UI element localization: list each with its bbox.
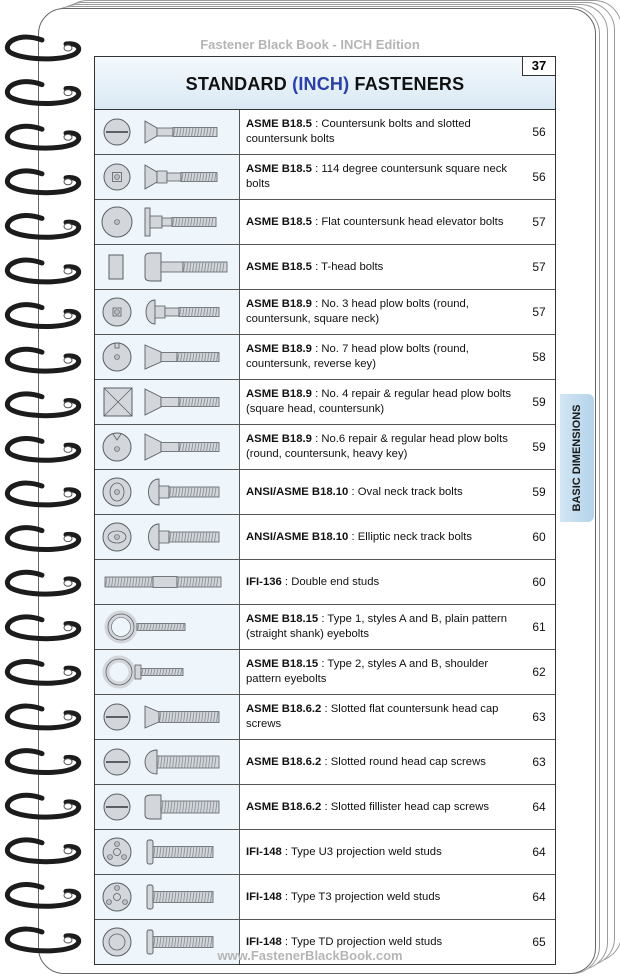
- table-row[interactable]: [95, 110, 555, 155]
- standard-code: ASME B18.15: [246, 658, 319, 670]
- standard-code: ASME B18.9: [246, 388, 312, 400]
- table-row[interactable]: [95, 200, 555, 245]
- page-reference[interactable]: 56: [532, 125, 546, 139]
- row-description: [240, 605, 523, 649]
- slotted-round-cap-screw-icon: [95, 740, 240, 784]
- table-row[interactable]: [95, 425, 555, 470]
- table-row[interactable]: [95, 560, 555, 605]
- standard-code: ASME B18.6.2: [246, 800, 322, 813]
- book-footer: www.FastenerBlackBook.com: [217, 948, 403, 963]
- page-reference[interactable]: 60: [532, 530, 546, 544]
- page-reference[interactable]: 63: [532, 710, 546, 724]
- description-text: : Type 2, styles A and B, shoulder pattern eyebolts: [246, 658, 489, 685]
- row-description: [240, 650, 523, 694]
- elevator-bolt-icon: [95, 200, 240, 244]
- standard-code: ASME B18.5: [246, 260, 312, 273]
- standard-code: ASME B18.5: [246, 163, 312, 175]
- page-reference[interactable]: 57: [532, 215, 546, 229]
- page-reference[interactable]: 62: [532, 665, 546, 679]
- standard-code: ASME B18.9: [246, 343, 312, 355]
- page-reference[interactable]: 61: [532, 620, 546, 634]
- row-description: [240, 335, 523, 379]
- description-text: : 114 degree countersunk square neck bolts: [246, 163, 508, 190]
- description-text: : Elliptic neck track bolts: [348, 530, 473, 543]
- standard-code: IFI-136: [246, 575, 282, 588]
- standard-code: ASME B18.9: [246, 298, 312, 310]
- row-description: [240, 740, 523, 784]
- row-description: [240, 830, 523, 874]
- description-text: : Type TD projection weld studs: [281, 935, 443, 948]
- description-text: : Slotted fillister head cap screws: [321, 800, 490, 813]
- page-reference[interactable]: 59: [532, 395, 546, 409]
- table-row[interactable]: [95, 515, 555, 560]
- standard-code: ASME B18.6.2: [246, 703, 322, 715]
- page-reference[interactable]: 57: [532, 260, 546, 274]
- page-reference[interactable]: 57: [532, 305, 546, 319]
- description-text: : Slotted round head cap screws: [321, 755, 486, 768]
- weld-stud-u3-icon: [95, 830, 240, 874]
- plow-bolt-no4-icon: [95, 380, 240, 424]
- row-description: [240, 200, 523, 244]
- description-text: : No. 3 head plow bolts (round, countersunk, square neck): [246, 298, 469, 325]
- section-tab[interactable]: [560, 394, 594, 522]
- title-bar: [94, 56, 556, 110]
- table-row[interactable]: [95, 785, 555, 830]
- fastener-table: [94, 110, 556, 965]
- row-description: [240, 245, 523, 289]
- row-description: [240, 380, 523, 424]
- eyebolt-plain-icon: [95, 605, 240, 649]
- table-row[interactable]: [95, 470, 555, 515]
- table-row[interactable]: [95, 830, 555, 875]
- table-row[interactable]: [95, 740, 555, 785]
- standard-code: ANSI/ASME B18.10: [246, 530, 349, 543]
- description-text: : Oval neck track bolts: [348, 485, 463, 498]
- standard-code: ASME B18.9: [246, 433, 312, 445]
- standard-code: ASME B18.5: [246, 118, 312, 130]
- countersunk-square-neck-bolt-icon: [95, 155, 240, 199]
- page-reference[interactable]: 65: [532, 935, 546, 949]
- table-row[interactable]: [95, 650, 555, 695]
- standard-code: ASME B18.6.2: [246, 755, 322, 768]
- row-description: [240, 785, 523, 829]
- row-description: [240, 515, 523, 559]
- standard-code: IFI-148: [246, 890, 282, 903]
- description-text: : Type T3 projection weld studs: [281, 890, 441, 903]
- table-row[interactable]: [95, 605, 555, 650]
- page-reference[interactable]: 58: [532, 350, 546, 364]
- description-text: : Double end studs: [281, 575, 380, 588]
- page-number: 37: [522, 56, 556, 76]
- table-row[interactable]: [95, 245, 555, 290]
- page-reference[interactable]: 59: [532, 485, 546, 499]
- standard-code: IFI-148: [246, 845, 282, 858]
- table-row[interactable]: [95, 875, 555, 920]
- description-text: : Slotted flat countersunk head cap screws: [246, 703, 499, 730]
- elliptic-neck-track-bolt-icon: [95, 515, 240, 559]
- standard-code: IFI-148: [246, 935, 282, 948]
- row-description: [240, 875, 523, 919]
- title-accent: (INCH): [292, 74, 350, 94]
- book-header: Fastener Black Book - INCH Edition: [200, 37, 420, 52]
- row-description: [240, 290, 523, 334]
- table-row[interactable]: [95, 695, 555, 740]
- description-text: : Countersunk bolts and slotted countersunk bolts: [246, 118, 471, 145]
- oval-neck-track-bolt-icon: [95, 470, 240, 514]
- description-text: : No.6 repair & regular head plow bolts (round, countersunk, heavy key): [246, 433, 508, 460]
- description-text: : No. 4 repair & regular head plow bolts (square head, countersunk): [246, 388, 511, 415]
- page-reference[interactable]: 56: [532, 170, 546, 184]
- standard-code: ASME B18.5: [246, 215, 312, 228]
- table-row[interactable]: [95, 335, 555, 380]
- page-reference[interactable]: 59: [532, 440, 546, 454]
- description-text: : Flat countersunk head elevator bolts: [311, 215, 504, 228]
- section-tab-label: BASIC DIMENSIONS: [571, 404, 583, 512]
- t-head-bolt-icon: [95, 245, 240, 289]
- standard-code: ASME B18.15: [246, 613, 319, 625]
- page-reference[interactable]: 60: [532, 575, 546, 589]
- table-row[interactable]: [95, 380, 555, 425]
- plow-bolt-no3-icon: [95, 290, 240, 334]
- table-row[interactable]: [95, 155, 555, 200]
- description-text: : No. 7 head plow bolts (round, countersunk, reverse key): [246, 343, 469, 370]
- plow-bolt-no7-icon: [95, 335, 240, 379]
- slotted-countersunk-bolt-icon: [95, 110, 240, 154]
- slotted-fillister-cap-screw-icon: [95, 785, 240, 829]
- row-description: [240, 425, 523, 469]
- description-text: : Type U3 projection weld studs: [281, 845, 442, 858]
- title-prefix: STANDARD: [185, 74, 293, 94]
- title-suffix: FASTENERS: [349, 74, 465, 94]
- table-row[interactable]: [95, 290, 555, 335]
- page-reference[interactable]: 63: [532, 755, 546, 769]
- row-description: [240, 560, 523, 604]
- page-reference[interactable]: 64: [532, 845, 546, 859]
- row-description: [240, 155, 523, 199]
- plow-bolt-no6-icon: [95, 425, 240, 469]
- row-description: [240, 695, 523, 739]
- description-text: : Type 1, styles A and B, plain pattern (straight shank) eyebolts: [246, 613, 508, 640]
- standard-code: ANSI/ASME B18.10: [246, 485, 349, 498]
- page-title: [95, 74, 555, 95]
- row-description: [240, 470, 523, 514]
- spiral-binding: [0, 0, 90, 980]
- weld-stud-t3-icon: [95, 875, 240, 919]
- description-text: : T-head bolts: [311, 260, 384, 273]
- page-reference[interactable]: 64: [532, 800, 546, 814]
- row-description: [240, 110, 523, 154]
- slotted-flat-cap-screw-icon: [95, 695, 240, 739]
- eyebolt-shoulder-icon: [95, 650, 240, 694]
- double-end-stud-icon: [95, 560, 240, 604]
- page-reference[interactable]: 64: [532, 890, 546, 904]
